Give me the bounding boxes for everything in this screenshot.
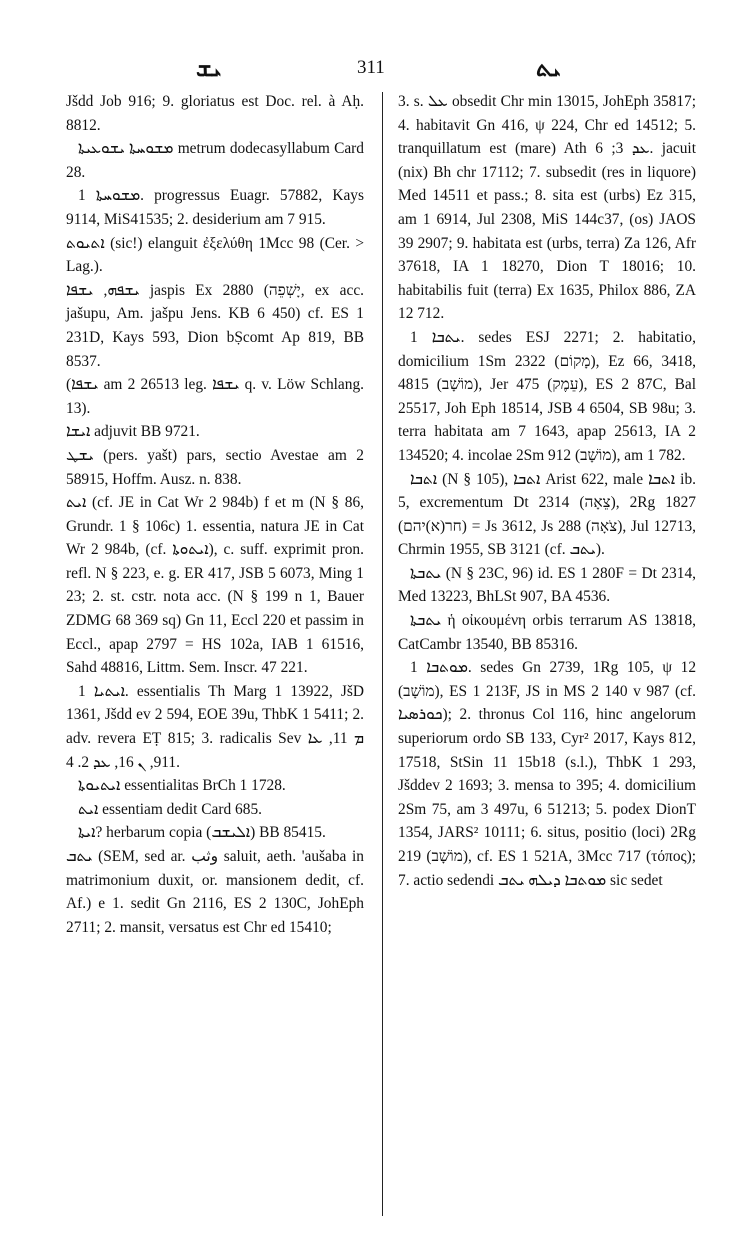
right-column: [398, 90, 696, 892]
entry: Jšdd Job 916; 9. gloriatus est Doc. rel. à Aḥ. 8812.: [66, 93, 364, 134]
entry: ܐܬܝܘܬ (sic!) elanguit ἐξελύθη 1Mcc 98 (Cer. > Lag.).: [66, 234, 364, 276]
left-column: [66, 90, 364, 939]
entry: ܐܝܬܝܐ 1. essentialis Th Marg 1 13922, JšD 1361, Jšdd ev 2 594, EOE 39u, ThbK 1 5411; 2. adv. revera EṬ 815; 3. radicalis Sev ܡ 11, ܥܐ 911, ܢ 16, ܥܕ 2. 4.: [66, 682, 364, 771]
entry: ܐܝܬ essentiam dedit Card 685.: [78, 800, 262, 818]
entry: ܝܬܒܬܐ (N § 23C, 96) id. ES 1 280F = Dt 2314, Med 13223, BhLSt 907, BA 4536.: [398, 564, 696, 606]
entry: ܐܬܒܐ (N § 105), ܐܬܒܐ Arist 622, male ܐܬܒܐ ib. 5, excrementum Dt 2314 (צֵאָה), 2Rg 1827 (חר(א)יהם) = Js 3612, Js 288 (צֹאָה), Jul 12713, Chrmin 1955, SB 3121 (cf. ܝܬܒ).: [398, 470, 697, 559]
entry: ܝܫܛ (pers. yašt) pars, sectio Avestae am 2 58915, Hoffm. Ausz. n. 838.: [66, 446, 364, 488]
entry: ܐܝܫܐ adjuvit BB 9721.: [66, 423, 200, 441]
column-divider: [382, 92, 383, 1216]
entry: ܐܝܬܐ? herbarum copia (ܐܠܝܫܒ) BB 85415.: [78, 824, 326, 842]
entry: ܝܫܦܗ, ܝܫܦܐ jaspis Ex 2880 (יָשְׁפֵה, ex acc. jašupu, Am. jašpu Jens. KB 6 450) cf. ES 1 231D, Kays 593, Dion bṢcomt Ap 819, BB 8537.: [66, 281, 364, 370]
entry: 3. s. ܥܠ obsedit Chr min 13015, JohEph 35817; 4. habitavit Gn 416, ψ 224, Chr ed 14512; 5. tranquillatum est (mare) Ath ܥܕ 3; 6. jacuit (nix) Bh chr 17112; 7. subsedit (res in liquore) Med 14511 et pass.; 8. sita est (urbs) Ez 315, am 1 6914, Jul 2308, MiS 144c37, (os) JAOS 39 2907; 9. habitata est (urbs, terra) Za 126, Afr 37618, IA 1 18270, Dion T 18016; 10. habitabilis fuit (terra) Ex 1635, Philox 886, ZA 12 712.: [398, 93, 696, 323]
header-left-glyph: ܝܫ: [196, 54, 222, 82]
entry: ܝܬܒܐ 1. sedes ESJ 2271; 2. habitatio, domicilium 1Sm 2322 (מָקוֹם), Ez 66, 3418, 4815 (מוֹשָׁב), Jer 475 (עֵמֶק), ES 2 87C, Bal 25517, Joh Eph 18514, JSB 4 6504, SB 98u; 3. terra habitata am 7 1643, apap 25613, IA 2 134520; 4. incolae 2Sm 912 (מוֹשָׁב), am 1 782.: [398, 328, 696, 464]
entry: (ܝܫܦܐ am 2 26513 leg. ܝܫܦܐ q. v. Löw Schlang. 13).: [66, 376, 364, 417]
page-number: 311: [357, 57, 385, 78]
entry: ܡܫܘܚܬܐ 1. progressus Euagr. 57882, Kays 9114, MiS41535; 2. desiderium am 7 915.: [66, 187, 364, 228]
entry: ܐܝܬ (cf. JE in Cat Wr 2 984b) f et m (N § 86, Grundr. 1 § 106c) 1. essentia, natura JE in Cat Wr 2 984b, (cf. ܐܝܬܘܬܐ), c. suff. exprimit pron. refl. N § 223, e. g. ER 417, JSB 5 6073, Ming 1 23; 2. st. cstr. nota acc. (N § 199 n 1, Bauer ZDMG 68 369 sq) Gn 11, Eccl 220 et passim in Eccl., apap 2797 = HS 102a, IAB 1 61516, Sahd 48816, Littm. Sem. Inscr. 47 221.: [66, 494, 364, 677]
entry: ܡܘܬܒܐ 1. sedes Gn 2739, 1Rg 105, ψ 12 (מוֹשָׁב), ES 1 213F, JS in MS 2 140 v 987 (cf. ܟܘܪܣܝܐ); 2. thronus Col 116, hinc angelorum superiorum ordo SB 133, Cyr² 2017, Kays 812, 17518, StSin 11 15b18 (s.l.), ThbK 1 293, Jšddev 2 1693; 3. mensa to 395; 4. domicilium 2Sm 75, am 3 497u, 6 51213; 5. podex DionT 1354, JARS² 10111; 6. situs, positio (loci) 2Rg 219 (מוֹשָׁב), cf. ES 1 521A, 3Mcc 717 (τόπος); 7. actio sedendi ܡܘܬܒܐ ܕܝܠܗ ܝܬܒ sic sedet: [398, 659, 697, 889]
header-right-glyph: ܝܬ: [536, 54, 561, 82]
entry: ܐܝܬܝܘܬܐ essentialitas BrCh 1 1728.: [78, 777, 286, 795]
entry: ܡܫܘܚܬܐ ܝܫܘܥܝܬܐ metrum dodecasyllabum Card 28.: [66, 140, 364, 181]
entry: ܝܬܒܬܐ ἡ οἰκουμένη orbis terrarum AS 13818, CatCambr 13540, BB 85316.: [398, 612, 696, 653]
entry: ܝܬܒ (SEM, sed ar. وثب saluit, aeth. 'aušaba in matrimonium duxit, or. mansionem dedit, cf. Af.) e 1. sedit Gn 2116, ES 2 130C, JohEph 2711; 2. mansit, versatus est Chr ed 15410;: [66, 848, 364, 936]
